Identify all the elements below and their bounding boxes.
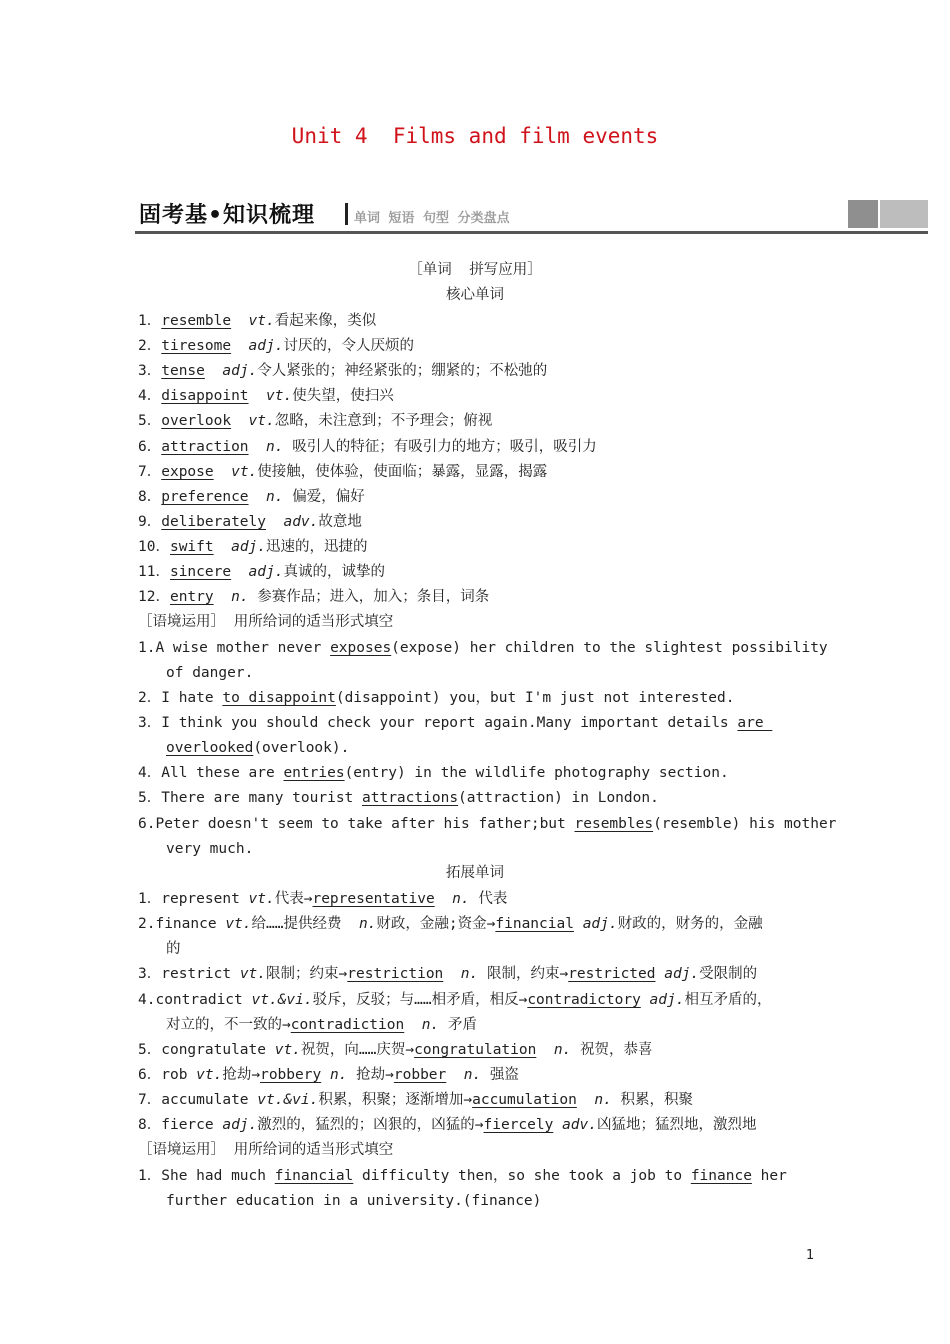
exercise-text: (entry) in the wildlife photography section. bbox=[344, 765, 729, 781]
part-of-speech: vt. bbox=[225, 916, 252, 932]
part-of-speech: adj. bbox=[231, 538, 267, 555]
answer-word: to disappoint bbox=[222, 690, 336, 706]
extended-word-item bbox=[138, 1115, 757, 1135]
core-word-item bbox=[138, 587, 489, 607]
text-span: 2.finance bbox=[138, 916, 226, 932]
text-span: 1．represent bbox=[138, 891, 249, 907]
word-meaning: 使失望，使扫兴 bbox=[292, 388, 394, 405]
answer-word: resembles bbox=[574, 816, 654, 832]
part-of-speech: adv. bbox=[283, 513, 319, 530]
answer-word: congratulation bbox=[414, 1042, 537, 1058]
text-span: 凶猛地；猛烈地，激烈地 bbox=[597, 1117, 757, 1133]
part-of-speech: vt. bbox=[248, 891, 275, 907]
part-of-speech: adj. bbox=[248, 338, 284, 355]
text-span bbox=[231, 413, 248, 429]
item-number: 1． bbox=[138, 313, 162, 329]
extended-word-item bbox=[138, 914, 763, 934]
exercise-item bbox=[138, 713, 772, 733]
core-word-item bbox=[138, 562, 385, 582]
core-word-item bbox=[138, 311, 376, 331]
text-span bbox=[641, 992, 650, 1008]
answer-word: fiercely bbox=[483, 1117, 554, 1133]
banner-subtitle: 单词 短语 句型 分类盘点 bbox=[354, 211, 510, 226]
text-span: 积累，积聚；逐渐增加→ bbox=[318, 1092, 473, 1108]
banner-divider bbox=[345, 203, 348, 225]
exercise-text: 4．All these are bbox=[138, 765, 284, 781]
section-banner bbox=[135, 198, 928, 234]
text-span bbox=[321, 1067, 330, 1083]
text-span: 祝贺，向……庆贺→ bbox=[300, 1042, 415, 1058]
item-number: 6． bbox=[138, 438, 162, 455]
answer-word: tiresome bbox=[161, 338, 232, 355]
text-span bbox=[536, 1042, 553, 1058]
context-label-1: ［语境运用］ 用所给词的适当形式填空 bbox=[138, 614, 394, 630]
item-number: 2． bbox=[138, 338, 162, 355]
core-word-item bbox=[138, 537, 368, 557]
exercise-text: 1.A wise mother never bbox=[138, 640, 331, 656]
exercise-continuation bbox=[166, 839, 253, 859]
part-of-speech: adv. bbox=[562, 1117, 597, 1133]
word-meaning: 迅速的，迅捷的 bbox=[266, 538, 368, 555]
part-of-speech: adj. bbox=[649, 992, 685, 1008]
exercise-item bbox=[138, 763, 729, 783]
text-span: 7．accumulate bbox=[138, 1092, 258, 1108]
extended-words-heading: 拓展单词 bbox=[446, 865, 504, 881]
part-of-speech: n. bbox=[266, 438, 284, 455]
text-span: 受限制的 bbox=[699, 966, 758, 982]
extended-word-item bbox=[138, 889, 507, 909]
exercise-item bbox=[138, 638, 828, 658]
exercise-continuation bbox=[166, 738, 349, 758]
answer-word: exposes bbox=[330, 640, 392, 656]
answer-word: attraction bbox=[161, 438, 249, 455]
text-span: 限制，约束→ bbox=[478, 966, 569, 982]
item-number: 5． bbox=[138, 413, 162, 430]
text-span bbox=[249, 489, 266, 505]
core-word-item bbox=[138, 462, 547, 482]
exercise-text: (disappoint) you，but I'm just not interested. bbox=[335, 690, 735, 706]
text-span bbox=[404, 1017, 421, 1033]
item-number: 4． bbox=[138, 388, 162, 405]
text-span bbox=[214, 589, 231, 605]
text-span bbox=[656, 966, 665, 982]
core-word-item bbox=[138, 336, 414, 356]
answer-word: robber bbox=[393, 1067, 447, 1083]
answer-word: accumulation bbox=[472, 1092, 577, 1108]
part-of-speech: vt. bbox=[274, 1042, 301, 1058]
answer-word: financial bbox=[495, 916, 574, 932]
banner-block-light bbox=[880, 200, 928, 228]
text-span: 限制；约束→ bbox=[266, 966, 348, 982]
word-meaning: 使接触，使体验，使面临；暴露，显露，揭露 bbox=[257, 463, 548, 480]
core-words-heading: 核心单词 bbox=[446, 287, 504, 303]
text-span: 代表→ bbox=[274, 891, 313, 907]
page-title: Unit 4 Films and film events bbox=[291, 124, 659, 148]
answer-word: financial bbox=[274, 1168, 354, 1184]
text-span: 积累，积聚 bbox=[611, 1092, 694, 1108]
text-span bbox=[231, 313, 248, 329]
core-word-item bbox=[138, 437, 597, 457]
part-of-speech: vt. bbox=[239, 966, 267, 982]
text-span bbox=[446, 1067, 463, 1083]
word-meaning: 吸引人的特征；有吸引力的地方；吸引，吸引力 bbox=[283, 438, 597, 455]
text-span: 抢劫→ bbox=[222, 1067, 261, 1083]
extended-word-item bbox=[138, 1065, 519, 1085]
text-span: 驳斥，反驳；与……相矛盾，相反→ bbox=[312, 992, 528, 1008]
text-span: 4.contradict bbox=[138, 992, 252, 1008]
text-span: 相互矛盾的， bbox=[684, 992, 772, 1008]
exercise-text: (attraction) in London. bbox=[458, 790, 659, 806]
text-span: 财政的，财务的，金融 bbox=[617, 916, 763, 932]
extended-word-continuation bbox=[166, 939, 181, 959]
answer-word: resemble bbox=[161, 313, 232, 329]
text-span: 5．congratulate bbox=[138, 1042, 275, 1058]
item-number: 12． bbox=[138, 589, 170, 606]
word-meaning: 偏爱，偏好 bbox=[283, 488, 365, 505]
answer-word: deliberately bbox=[161, 513, 266, 530]
core-word-item bbox=[138, 411, 492, 431]
extended-word-item bbox=[138, 964, 757, 984]
core-word-item bbox=[138, 512, 362, 532]
text-span: difficulty then，so she took a job to bbox=[353, 1168, 691, 1184]
exercise-text: (expose) her children to the slightest possibility bbox=[391, 640, 828, 656]
banner-block-dark bbox=[848, 200, 878, 228]
text-span bbox=[249, 439, 266, 455]
text-span: 3．restrict bbox=[138, 966, 240, 982]
word-meaning: 讨厌的，令人厌烦的 bbox=[283, 338, 414, 355]
exercise-item bbox=[138, 688, 734, 708]
exercise-item bbox=[138, 814, 836, 834]
exercise-item bbox=[138, 1166, 787, 1186]
text-span bbox=[574, 916, 583, 932]
part-of-speech: vt. bbox=[266, 388, 293, 405]
exercise-text: of danger. bbox=[166, 665, 254, 681]
banner-title: 固考基•知识梳理 bbox=[139, 203, 316, 228]
part-of-speech: vt.&vi. bbox=[251, 992, 313, 1008]
core-word-item bbox=[138, 361, 547, 381]
part-of-speech: adj. bbox=[582, 916, 618, 932]
text-span bbox=[231, 564, 248, 580]
exercise-text: (overlook). bbox=[253, 740, 350, 756]
word-meaning: 故意地 bbox=[318, 513, 362, 530]
text-span: 矛盾 bbox=[439, 1017, 477, 1033]
item-number: 8． bbox=[138, 488, 162, 505]
word-meaning: 看起来像，类似 bbox=[274, 313, 377, 329]
part-of-speech: n. bbox=[460, 966, 479, 982]
item-number: 3． bbox=[138, 363, 162, 380]
text-span: her bbox=[751, 1168, 787, 1184]
item-number: 10． bbox=[138, 538, 170, 555]
extended-word-continuation bbox=[166, 1015, 477, 1035]
part-of-speech: adj. bbox=[664, 966, 700, 982]
core-word-item bbox=[138, 386, 394, 406]
section-heading: ［单词 拼写应用］ bbox=[408, 262, 542, 278]
text-span: 抢劫→ bbox=[347, 1067, 394, 1083]
part-of-speech: vt. bbox=[196, 1067, 223, 1083]
part-of-speech: n. bbox=[594, 1092, 612, 1108]
text-span: 给……提供经费 bbox=[251, 916, 359, 932]
exercise-text: 3．I think you should check your report again.Many important details bbox=[138, 715, 738, 731]
answer-word: entries bbox=[283, 765, 345, 781]
part-of-speech: vt. bbox=[231, 463, 258, 480]
text-span: further education in a university.(finance) bbox=[166, 1193, 542, 1209]
answer-word: expose bbox=[161, 463, 214, 480]
answer-word: swift bbox=[169, 538, 214, 555]
exercise-item bbox=[138, 788, 659, 808]
context-label-2: ［语境运用］ 用所给词的适当形式填空 bbox=[138, 1142, 394, 1158]
part-of-speech: adj. bbox=[222, 1117, 258, 1133]
word-meaning: 参赛作品；进入，加入；条目，词条 bbox=[248, 589, 490, 606]
answer-word: overlook bbox=[161, 413, 232, 430]
part-of-speech: n. bbox=[463, 1067, 482, 1083]
extended-word-item bbox=[138, 990, 771, 1010]
answer-word: contradiction bbox=[290, 1017, 405, 1033]
text-span: 代表 bbox=[469, 891, 508, 907]
text-span bbox=[443, 966, 460, 982]
text-span bbox=[266, 514, 283, 530]
text-span bbox=[214, 464, 231, 480]
text-span: 财政，金融;资金→ bbox=[376, 916, 496, 932]
part-of-speech: n. bbox=[358, 916, 377, 932]
exercise-text: 2．I hate bbox=[138, 690, 223, 706]
answer-word: are bbox=[737, 715, 773, 731]
text-span bbox=[205, 363, 222, 379]
answer-word: entry bbox=[169, 589, 214, 606]
exercise-text: very much. bbox=[166, 841, 254, 857]
answer-word: preference bbox=[161, 488, 249, 505]
item-number: 9． bbox=[138, 513, 162, 530]
item-number: 7． bbox=[138, 463, 162, 480]
extended-word-item bbox=[138, 1040, 653, 1060]
text-span: 激烈的，猛烈的；凶狠的，凶猛的→ bbox=[257, 1117, 484, 1133]
part-of-speech: vt.&vi. bbox=[257, 1092, 319, 1108]
answer-word: sincere bbox=[169, 564, 232, 580]
word-meaning: 真诚的，诚挚的 bbox=[283, 564, 385, 580]
text-span: 强盗 bbox=[481, 1067, 519, 1083]
text-span bbox=[553, 1117, 562, 1133]
part-of-speech: n. bbox=[452, 891, 470, 907]
part-of-speech: adj. bbox=[248, 564, 284, 580]
part-of-speech: n. bbox=[329, 1067, 348, 1083]
text-span: 8．fierce bbox=[138, 1117, 223, 1133]
answer-word: tense bbox=[161, 363, 205, 380]
part-of-speech: adj. bbox=[222, 363, 258, 380]
answer-word: attractions bbox=[362, 790, 459, 806]
answer-word: contradictory bbox=[527, 992, 641, 1008]
word-meaning: 令人紧张的；神经紧张的；绷紧的；不松弛的 bbox=[257, 363, 548, 380]
text-span bbox=[249, 388, 266, 404]
part-of-speech: n. bbox=[231, 589, 249, 606]
part-of-speech: vt. bbox=[248, 313, 275, 329]
part-of-speech: n. bbox=[553, 1042, 572, 1058]
exercise-continuation bbox=[166, 1191, 541, 1211]
text-span: 的 bbox=[166, 941, 181, 957]
answer-word: finance bbox=[690, 1168, 752, 1184]
part-of-speech: n. bbox=[266, 488, 284, 505]
part-of-speech: vt. bbox=[248, 413, 275, 430]
word-meaning: 忽略，未注意到；不予理会；俯视 bbox=[274, 413, 493, 430]
text-span: 祝贺，恭喜 bbox=[571, 1042, 653, 1058]
text-span: 对立的，不一致的→ bbox=[166, 1017, 291, 1033]
answer-word: robbery bbox=[260, 1067, 322, 1083]
text-span bbox=[231, 338, 248, 354]
exercise-text: 5．There are many tourist bbox=[138, 790, 363, 806]
answer-word: overlooked bbox=[166, 740, 254, 756]
core-word-item bbox=[138, 487, 365, 507]
answer-word: representative bbox=[312, 891, 435, 907]
item-number: 11． bbox=[138, 564, 170, 580]
text-span: 1．She had much bbox=[138, 1168, 275, 1184]
part-of-speech: n. bbox=[421, 1017, 440, 1033]
answer-word: restriction bbox=[347, 966, 444, 982]
extended-word-item bbox=[138, 1090, 693, 1110]
text-span: 6．rob bbox=[138, 1067, 197, 1083]
text-span bbox=[577, 1092, 594, 1108]
page-number: 1 bbox=[806, 1248, 815, 1263]
exercise-text: 6.Peter doesn't seem to take after his father;but bbox=[138, 816, 575, 832]
exercise-continuation bbox=[166, 663, 253, 683]
text-span bbox=[435, 891, 452, 907]
text-span bbox=[214, 539, 231, 555]
answer-word: disappoint bbox=[161, 388, 249, 405]
exercise-text: (resemble) his mother bbox=[653, 816, 837, 832]
answer-word: restricted bbox=[568, 966, 656, 982]
